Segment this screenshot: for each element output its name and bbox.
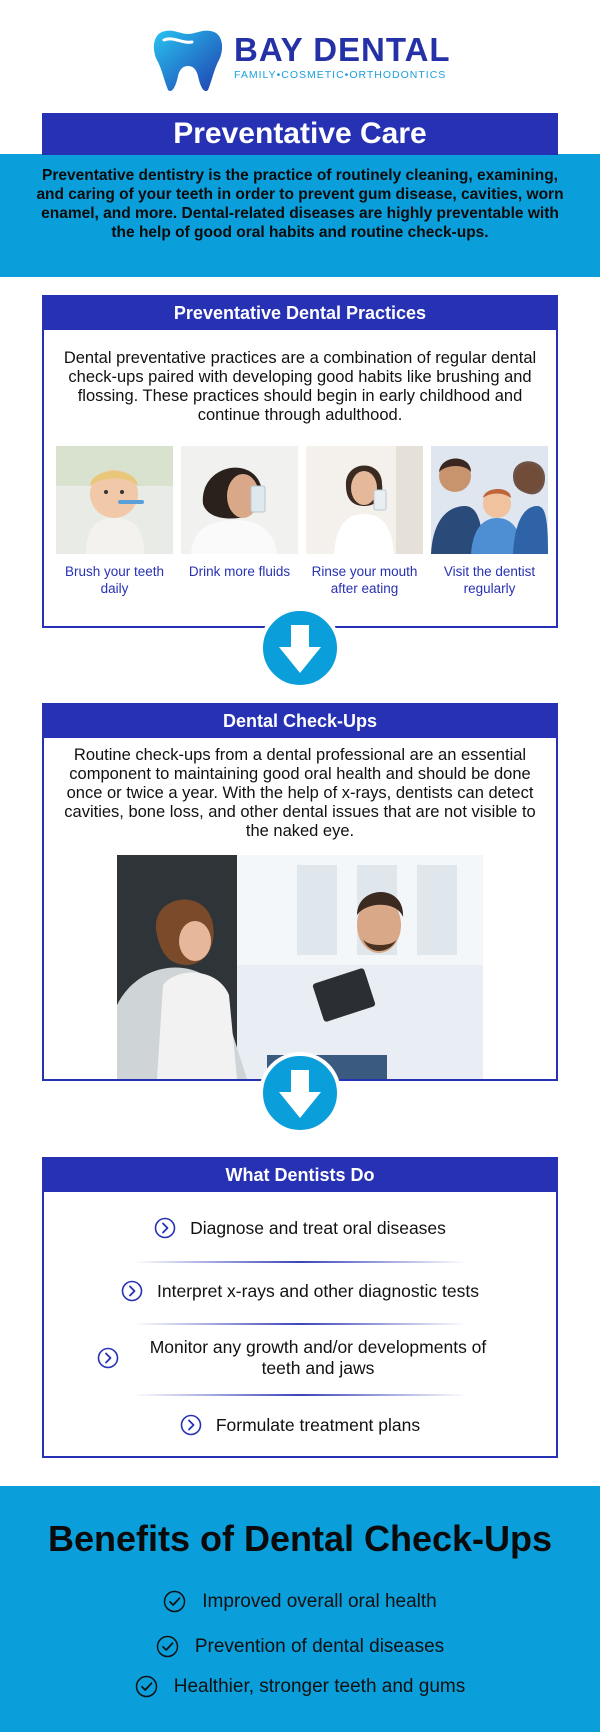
practice-tiles bbox=[56, 446, 548, 606]
divider bbox=[134, 1323, 466, 1325]
arrow-down-icon bbox=[263, 1056, 337, 1130]
tile-label: Brush your teeth daily bbox=[64, 564, 165, 596]
brand-name: BAY DENTAL bbox=[234, 31, 451, 68]
divider bbox=[134, 1261, 466, 1263]
list-item-text: Formulate treatment plans bbox=[215, 1414, 421, 1435]
list-item bbox=[44, 1337, 556, 1379]
benefit-text: Prevention of dental diseases bbox=[194, 1635, 445, 1657]
page-title: Preventative Care bbox=[42, 113, 558, 155]
bay-dental-logo bbox=[148, 22, 458, 94]
tile-rinse bbox=[306, 446, 423, 597]
tile-label: Drink more fluids bbox=[188, 564, 291, 579]
arrow-down-icon bbox=[263, 611, 337, 685]
list-item bbox=[44, 1217, 556, 1244]
chevron-right-circle-icon bbox=[121, 1280, 143, 1302]
chevron-right-circle-icon bbox=[154, 1217, 176, 1239]
down-arrow-icon bbox=[259, 607, 341, 689]
check-circle-icon bbox=[156, 1635, 179, 1658]
tile-label: Rinse your mouth after eating bbox=[311, 564, 418, 596]
dentist-consultation-image bbox=[117, 855, 483, 1079]
dentist-patient-photo bbox=[117, 855, 483, 1079]
preventative-practices-card bbox=[42, 295, 558, 628]
dental-checkups-card bbox=[42, 703, 558, 1081]
benefit-item bbox=[0, 1590, 600, 1619]
list-item-text: Diagnose and treat oral diseases bbox=[190, 1217, 446, 1238]
family-at-dentist-image bbox=[431, 446, 548, 554]
benefits-title: Benefits of Dental Check-Ups bbox=[47, 1518, 553, 1559]
divider bbox=[134, 1394, 466, 1396]
list-item-text: Monitor any growth and/or developments of teeth and jaws bbox=[149, 1337, 487, 1378]
tile-visit bbox=[431, 446, 548, 597]
chevron-right-circle-icon bbox=[97, 1347, 119, 1369]
section-heading: Preventative Dental Practices bbox=[44, 297, 556, 330]
section-text: Dental preventative practices are a combination of regular dental check-ups paired with developing good habits like brushing and flossing. These practices should begin in early childhood and continue through adulthood. bbox=[63, 349, 537, 424]
section-text: Routine check-ups from a dental professional are an essential component to maintaining good oral health and should be done once or twice a year. With the help of x-rays, dentists can detect cavities, bone loss, and other dental issues that are not visible to the naked eye. bbox=[64, 746, 536, 840]
list-item bbox=[44, 1280, 556, 1307]
section-heading: Dental Check-Ups bbox=[44, 705, 556, 738]
woman-rinsing-image bbox=[306, 446, 423, 554]
benefit-item bbox=[0, 1675, 600, 1704]
woman-drinking-image bbox=[181, 446, 298, 554]
section-heading: What Dentists Do bbox=[44, 1159, 556, 1192]
tile-label: Visit the dentist regularly bbox=[443, 564, 536, 596]
check-circle-icon bbox=[135, 1675, 158, 1698]
benefit-text: Healthier, stronger teeth and gums bbox=[173, 1675, 466, 1697]
check-circle-icon bbox=[163, 1590, 186, 1613]
list-item bbox=[44, 1414, 556, 1441]
tile-fluids bbox=[181, 446, 298, 580]
brand-tagline: FAMILY•COSMETIC•ORTHODONTICS bbox=[234, 69, 447, 81]
chevron-right-circle-icon bbox=[180, 1414, 202, 1436]
benefit-item bbox=[0, 1635, 600, 1664]
list-item-text: Interpret x-rays and other diagnostic tests bbox=[157, 1280, 479, 1301]
tooth-icon bbox=[148, 22, 228, 94]
down-arrow-icon bbox=[259, 1052, 341, 1134]
child-brushing-image bbox=[56, 446, 173, 554]
tile-brush bbox=[56, 446, 173, 597]
what-dentists-do-card bbox=[42, 1157, 558, 1458]
hero-intro-text: Preventative dentistry is the practice of routinely cleaning, examining, and caring of your teeth in order to prevent gum disease, cavities, worn enamel, and more. Dental-related diseases are highly preventable with the help of good oral habits and routine check-ups. bbox=[36, 167, 564, 241]
benefit-text: Improved overall oral health bbox=[202, 1590, 437, 1612]
